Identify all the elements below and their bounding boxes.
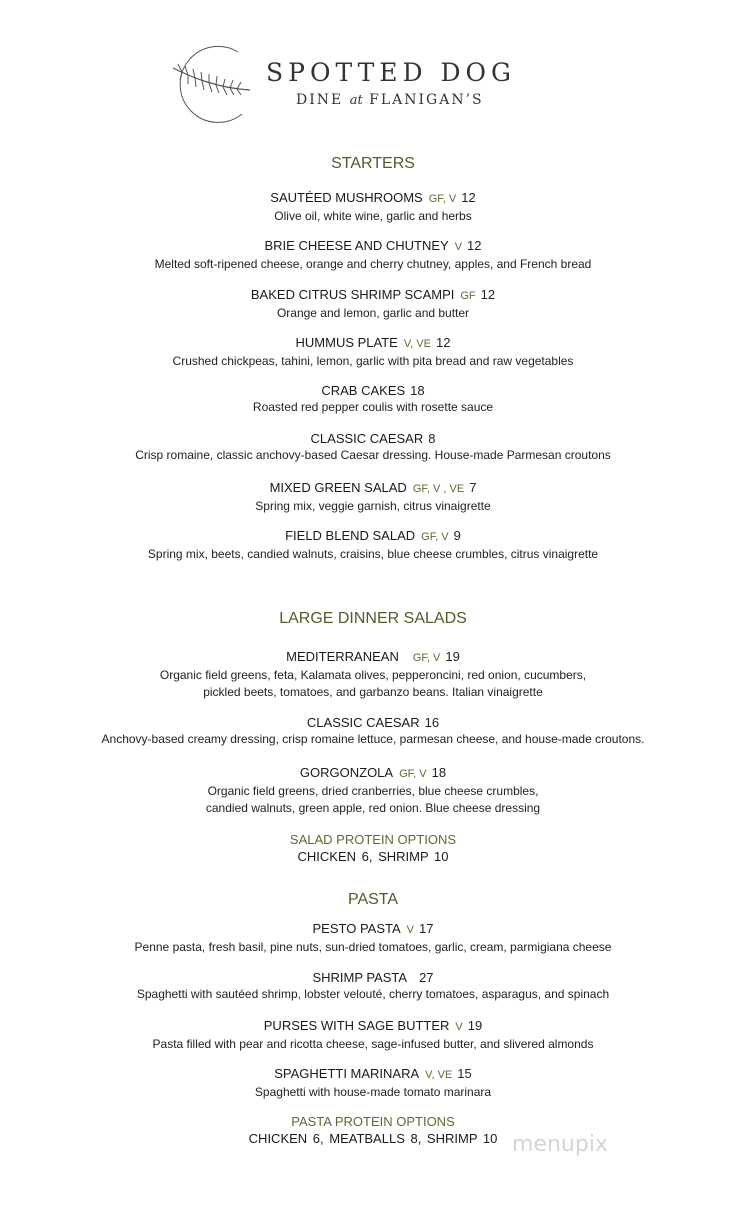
item-price: 9 [453, 528, 461, 543]
item-name: CRAB CAKES [321, 383, 406, 398]
item-description: candied walnuts, green apple, red onion. Blue cheese dressing [205, 801, 541, 815]
item-price: 15 [457, 1066, 472, 1081]
brand-subtitle-pre: DINE [296, 92, 344, 108]
item-name: CLASSIC CAESAR [306, 715, 420, 730]
item-description: Spring mix, veggie garnish, citrus vinaigrette [255, 499, 491, 513]
item-name: SAUTÉED MUSHROOMS [270, 190, 423, 205]
menu-item [0, 1065, 746, 1101]
item-name: MIXED GREEN SALAD [269, 480, 407, 495]
item-description: Spaghetti with sautéed shrimp, lobster velouté, cherry tomatoes, asparagus, and spinach [136, 987, 610, 1001]
item-name: PESTO PASTA [312, 921, 401, 936]
pasta-protein-title: PASTA PROTEIN OPTIONS [291, 1114, 455, 1129]
item-name: BAKED CITRUS SHRIMP SCAMPI [250, 287, 455, 302]
menu-item [0, 1017, 746, 1053]
item-name: BRIE CHEESE AND CHUTNEY [264, 238, 449, 253]
item-price: 7 [469, 480, 477, 495]
menu-item [0, 189, 746, 225]
brand-subtitle-at: at [349, 93, 363, 108]
item-tags: GF, V , VE [412, 483, 465, 495]
section-title-starters: STARTERS [331, 155, 415, 172]
pasta-protein-options [0, 1113, 746, 1147]
menu-item [0, 527, 746, 563]
menu-item [0, 714, 746, 748]
item-tags: V [406, 924, 414, 936]
item-tags: V, VE [403, 338, 431, 350]
item-price: 27 [419, 970, 434, 985]
item-description: Anchovy-based creamy dressing, crisp romaine lettuce, parmesan cheese, and house-made croutons. [101, 732, 645, 746]
item-description: Penne pasta, fresh basil, pine nuts, sun-dried tomatoes, garlic, cream, parmigiana cheese [134, 940, 612, 954]
salad-protein-title: SALAD PROTEIN OPTIONS [289, 832, 457, 847]
item-description: Roasted red pepper coulis with rosette sauce [252, 400, 494, 414]
item-tags: V [454, 241, 463, 253]
item-price: 12 [480, 287, 496, 302]
item-price: 18 [431, 765, 447, 780]
item-price: 18 [410, 383, 425, 398]
section-title-pasta: PASTA [347, 891, 399, 908]
menu-item [0, 382, 746, 416]
item-price: 12 [435, 335, 451, 350]
item-tags: V, VE [425, 1069, 453, 1081]
rosemary-sprig-icon [168, 40, 258, 130]
item-description: Melted soft-ripened cheese, orange and cherry chutney, apples, and French bread [154, 257, 592, 271]
salad-protein-values: CHICKEN 6, SHRIMP 10 [297, 849, 449, 864]
item-description: Crisp romaine, classic anchovy-based Caesar dressing. House-made Parmesan croutons [135, 448, 611, 462]
item-description: Crushed chickpeas, tahini, lemon, garlic with pita bread and raw vegetables [172, 354, 574, 368]
item-price: 19 [445, 649, 460, 664]
salad-protein-options [0, 831, 746, 865]
watermark: menupix [512, 1132, 608, 1157]
item-name: GORGONZOLA [299, 765, 394, 780]
item-tags: GF [460, 290, 476, 302]
menu-item [0, 969, 746, 1003]
item-name: SHRIMP PASTA [312, 970, 408, 985]
item-price: 8 [428, 431, 436, 446]
menu-item [0, 648, 746, 701]
item-price: 12 [467, 238, 482, 253]
item-tags: GF, V [412, 652, 441, 664]
item-tags: GF, V [421, 531, 449, 543]
menu-item [0, 286, 746, 322]
menu-item [0, 920, 746, 956]
item-price: 16 [424, 715, 440, 730]
brand-title: SPOTTED DOG [266, 58, 517, 87]
item-description: Organic field greens, feta, Kalamata olives, pepperoncini, red onion, cucumbers, [159, 668, 587, 682]
item-description: Spaghetti with house-made tomato marinara [254, 1085, 492, 1099]
restaurant-logo [168, 40, 568, 130]
item-tags: GF, V [428, 193, 457, 205]
item-description: Orange and lemon, garlic and butter [276, 306, 470, 320]
menu-item [0, 334, 746, 370]
item-price: 17 [419, 921, 434, 936]
item-description: Pasta filled with pear and ricotta cheese, sage-infused butter, and slivered almonds [152, 1037, 594, 1051]
menu-item [0, 430, 746, 464]
item-description: Organic field greens, dried cranberries, blue cheese crumbles, [207, 784, 539, 798]
brand-subtitle [296, 92, 484, 108]
item-name: HUMMUS PLATE [295, 335, 398, 350]
menu-item [0, 237, 746, 273]
item-name: FIELD BLEND SALAD [285, 528, 416, 543]
item-description: Olive oil, white wine, garlic and herbs [274, 209, 472, 223]
brand-subtitle-post: FLANIGAN’S [369, 92, 484, 108]
item-price: 12 [461, 190, 476, 205]
pasta-protein-values: CHICKEN 6, MEATBALLS 8, SHRIMP 10 [248, 1131, 498, 1146]
item-name: MEDITERRANEAN [286, 649, 399, 664]
item-tags: V [455, 1021, 463, 1033]
item-price: 19 [467, 1018, 483, 1033]
item-name: CLASSIC CAESAR [310, 431, 424, 446]
item-description: pickled beets, tomatoes, and garbanzo beans. Italian vinaigrette [203, 685, 543, 699]
item-description: Spring mix, beets, candied walnuts, craisins, blue cheese crumbles, citrus vinaigrette [147, 547, 599, 561]
item-name: PURSES WITH SAGE BUTTER [263, 1018, 450, 1033]
menu-item [0, 479, 746, 515]
menu-item [0, 764, 746, 817]
item-tags: GF, V [399, 768, 427, 780]
item-name: SPAGHETTI MARINARA [274, 1066, 420, 1081]
section-title-salads: LARGE DINNER SALADS [279, 610, 467, 627]
